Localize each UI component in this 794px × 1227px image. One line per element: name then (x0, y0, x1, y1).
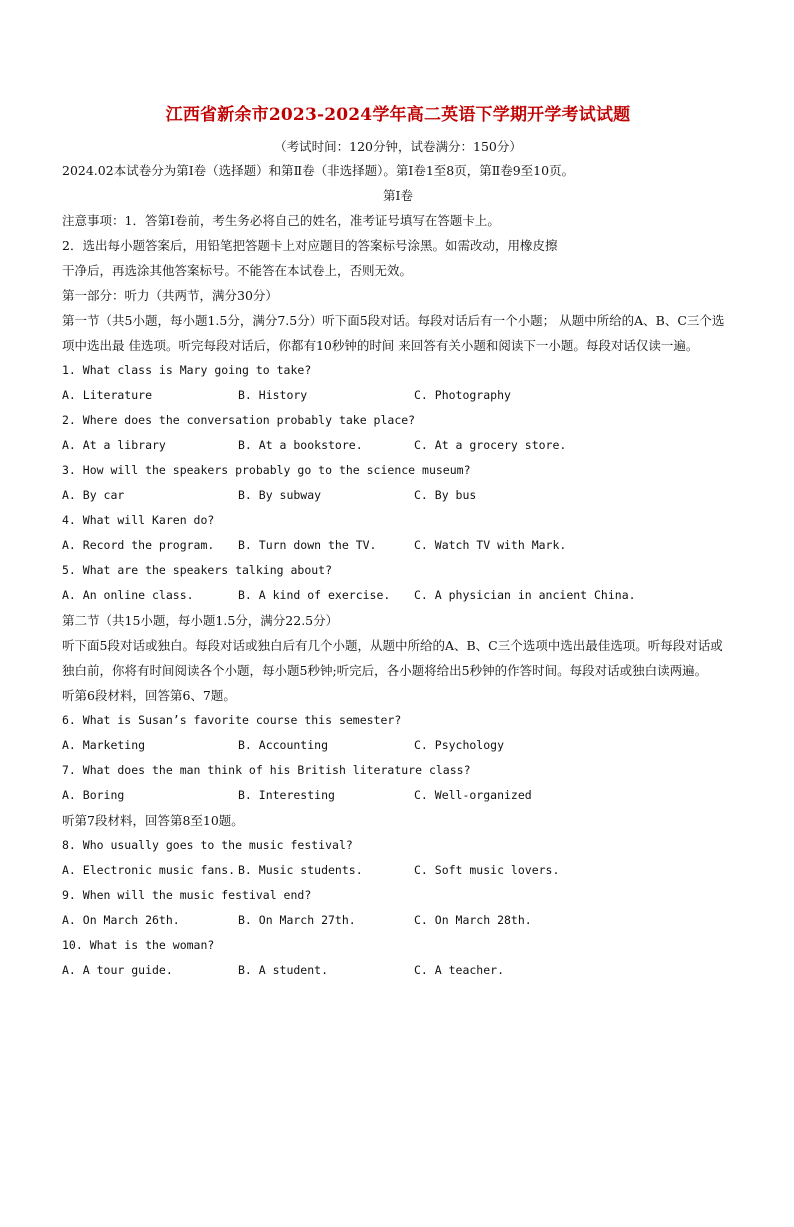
answer-options (62, 908, 734, 933)
question-text: 10. What is the woman? (62, 938, 215, 952)
answer-options (62, 783, 734, 808)
option-b: B. By subway (238, 488, 322, 502)
material-heading: 听第6段材料，回答第6、7题。 (62, 688, 236, 703)
answer-options (62, 733, 734, 758)
note-line: 2．选出每小题答案后，用铅笔把答题卡上对应题目的答案标号涂黑。如需改动，用橡皮擦 (62, 238, 558, 253)
option-b: B. At a bookstore. (238, 438, 363, 452)
answer-options (62, 383, 734, 408)
option-c: C. On March 28th. (414, 913, 532, 927)
option-a: A. Boring (62, 788, 125, 802)
option-c: C. By bus (414, 488, 477, 502)
option-b: B. On March 27th. (238, 913, 356, 927)
question-group (62, 358, 734, 608)
section-instructions: 第一节（共5小题，每小题1.5分，满分7.5分）听下面5段对话。每段对话后有一个小题； 从题中所给的A、B、C三个选项中选出最 佳选项。听完每段对话后，你都有10秒钟的时间 来回答有关小题和阅读下一小题。每段对话仅读一遍。 (62, 313, 725, 353)
question-text: 4. What will Karen do? (62, 513, 215, 527)
option-a: A. Marketing (62, 738, 146, 752)
option-a: A. Record the program. (62, 538, 215, 552)
option-c: C. Photography (414, 388, 511, 402)
answer-options (62, 858, 734, 883)
option-b: B. A kind of exercise. (238, 588, 391, 602)
option-c: C. Watch TV with Mark. (414, 538, 567, 552)
option-c: C. A physician in ancient China. (414, 588, 636, 602)
answer-options (62, 533, 734, 558)
note-line: 注意事项：1．答第Ⅰ卷前，考生务必将自己的姓名，准考证号填写在答题卡上。 (62, 213, 500, 228)
option-a: A. Literature (62, 388, 153, 402)
section-instructions: 听下面5段对话或独白。每段对话或独白后有几个小题，从题中所给的A、B、C三个选项中选出最佳选项。听每段对话或独白前，你将有时间阅读各个小题，每小题5秒钟;听完后，各小题将给出5秒钟的作答时间。每段对话或独白读两遍。 (62, 638, 723, 678)
exam-page (0, 104, 794, 1227)
option-a: A. Electronic music fans. (62, 863, 236, 877)
question-text: 9. When will the music festival end? (62, 888, 312, 902)
option-b: B. A student. (238, 963, 329, 977)
answer-options (62, 583, 734, 608)
exam-body (62, 158, 734, 983)
question-text: 5. What are the speakers talking about? (62, 563, 333, 577)
question-group (62, 833, 734, 983)
option-a: A. At a library (62, 438, 166, 452)
option-b: B. Turn down the TV. (238, 538, 377, 552)
material-heading: 听第7段材料，回答第8至10题。 (62, 813, 244, 828)
option-c: C. Psychology (414, 738, 505, 752)
question-text: 7. What does the man think of his British literature class? (62, 763, 471, 777)
exam-time-info: （考试时间：120分钟，试卷满分：150分） (274, 139, 522, 154)
option-b: B. Music students. (238, 863, 363, 877)
answer-options (62, 483, 734, 508)
question-text: 1. What class is Mary going to take? (62, 363, 312, 377)
option-a: A. On March 26th. (62, 913, 180, 927)
answer-options (62, 433, 734, 458)
question-group (62, 708, 734, 808)
option-c: C. At a grocery store. (414, 438, 567, 452)
section-heading: 第二节（共15小题，每小题1.5分，满分22.5分） (62, 613, 339, 628)
option-c: C. A teacher. (414, 963, 505, 977)
option-b: B. Interesting (238, 788, 335, 802)
question-text: 2. Where does the conversation probably take place? (62, 413, 416, 427)
intro-text: 2024.02本试卷分为第Ⅰ卷（选择题）和第Ⅱ卷（非选择题）。第Ⅰ卷1至8页，第Ⅱ卷9至10页。 (62, 163, 575, 178)
question-text: 6. What is Susan’s favorite course this semester? (62, 713, 402, 727)
note-line: 干净后，再选涂其他答案标号。不能答在本试卷上，否则无效。 (62, 263, 413, 278)
option-a: A. An online class. (62, 588, 194, 602)
option-b: B. History (238, 388, 308, 402)
part-heading: 第一部分：听力（共两节，满分30分） (62, 288, 278, 303)
question-text: 8. Who usually goes to the music festival? (62, 838, 353, 852)
page-title: 江西省新余市2023-2024学年高二英语下学期开学考试试题 (165, 105, 631, 125)
option-a: A. By car (62, 488, 125, 502)
option-b: B. Accounting (238, 738, 329, 752)
option-c: C. Soft music lovers. (414, 863, 560, 877)
volume-heading: 第Ⅰ卷 (383, 188, 413, 203)
question-text: 3. How will the speakers probably go to the science museum? (62, 463, 471, 477)
answer-options (62, 958, 734, 983)
option-c: C. Well-organized (414, 788, 532, 802)
option-a: A. A tour guide. (62, 963, 173, 977)
